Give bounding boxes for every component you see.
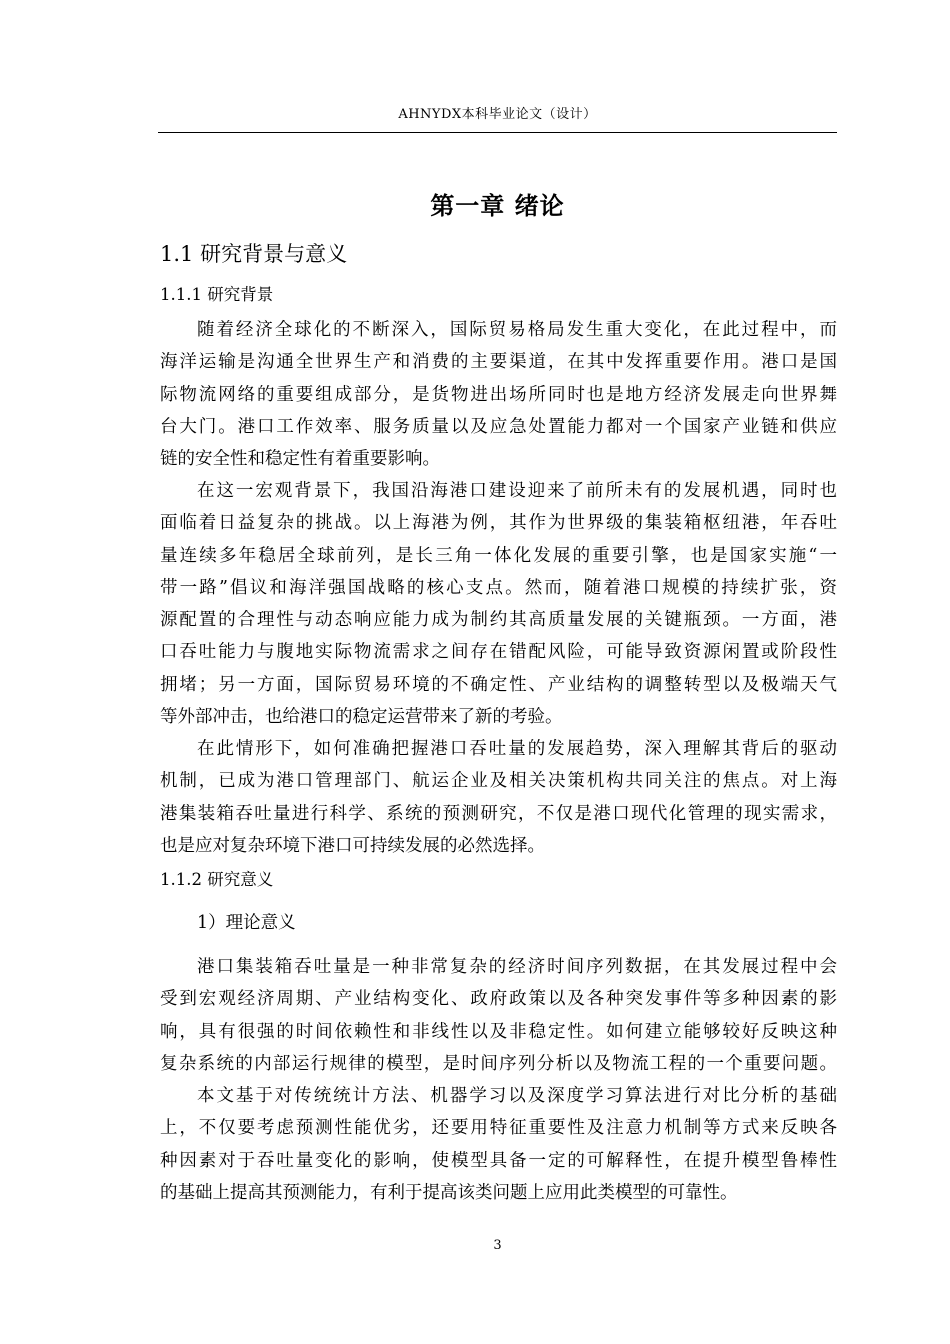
- text-line: 复杂系统的内部运行规律的模型，是时间序列分析以及物流工程的一个重要问题。: [160, 1053, 837, 1074]
- text-line: 源配置的合理性与动态响应能力成为制约其高质量发展的关键瓶颈。一方面，港: [160, 610, 837, 631]
- text-line: 际物流网络的重要组成部分，是货物进出场所同时也是地方经济发展走向世界舞: [160, 384, 837, 405]
- text-line: 量连续多年稳居全球前列，是长三角一体化发展的重要引擎，也是国家实施“一: [160, 545, 837, 566]
- paragraph-significance-1: [160, 951, 837, 1080]
- text-line: 拥堵；另一方面，国际贸易环境的不确定性、产业结构的调整转型以及极端天气: [160, 674, 837, 695]
- page-number: 3: [493, 1238, 502, 1253]
- text-line: 的基础上提高其预测能力，有利于提高该类问题上应用此类模型的可靠性。: [160, 1182, 738, 1203]
- list-item-theoretical-significance: 1）理论意义: [197, 913, 296, 933]
- text-line: 种因素对于吞吐量变化的影响，使模型具备一定的可解释性，在提升模型鲁棒性: [160, 1150, 837, 1171]
- text-line: 链的安全性和稳定性有着重要影响。: [160, 449, 440, 470]
- text-line: 受到宏观经济周期、产业结构变化、政府政策以及各种突发事件等多种因素的影: [160, 989, 837, 1010]
- text-line: 在这一宏观背景下，我国沿海港口建设迎来了前所未有的发展机遇，同时也: [197, 481, 837, 501]
- text-line: 海洋运输是沟通全世界生产和消费的主要渠道，在其中发挥重要作用。港口是国: [160, 352, 837, 373]
- section-heading-1-1-2: 1.1.2 研究意义: [160, 870, 274, 889]
- paragraph-significance-2: [160, 1080, 837, 1209]
- text-line: 随着经济全球化的不断深入，国际贸易格局发生重大变化，在此过程中，而: [197, 320, 837, 340]
- text-line: 港集装箱吞吐量进行科学、系统的预测研究，不仅是港口现代化管理的现实需求，: [160, 803, 837, 824]
- text-line: 本文基于对传统统计方法、机器学习以及深度学习算法进行对比分析的基础: [197, 1086, 837, 1106]
- text-line: 等外部冲击，也给港口的稳定运营带来了新的考验。: [160, 707, 563, 728]
- section-heading-1-1: 1.1 研究背景与意义: [160, 242, 348, 266]
- text-line: 上，不仅要考虑预测性能优劣，还要用特征重要性及注意力机制等方式来反映各: [160, 1118, 837, 1139]
- text-line: 也是应对复杂环境下港口可持续发展的必然选择。: [160, 835, 545, 856]
- text-line: 带一路”倡议和海洋强国战略的核心支点。然而，随着港口规模的持续扩张，资: [160, 577, 837, 598]
- header-divider: [158, 132, 837, 133]
- text-line: 面临着日益复杂的挑战。以上海港为例，其作为世界级的集装箱枢纽港，年吞吐: [160, 513, 837, 534]
- running-header: AHNYDX本科毕业论文（设计）: [398, 107, 597, 122]
- text-line: 响，具有很强的时间依赖性和非线性以及非稳定性。如何建立能够较好反映这种: [160, 1021, 837, 1042]
- text-line: 台大门。港口工作效率、服务质量以及应急处置能力都对一个国家产业链和供应: [160, 416, 837, 437]
- paragraph-background-2: [160, 475, 837, 733]
- text-line: 机制，已成为港口管理部门、航运企业及相关决策机构共同关注的焦点。对上海: [160, 771, 837, 792]
- section-heading-1-1-1: 1.1.1 研究背景: [160, 285, 274, 304]
- text-line: 港口集装箱吞吐量是一种非常复杂的经济时间序列数据，在其发展过程中会: [197, 957, 837, 977]
- chapter-title: 第一章 绪论: [430, 191, 565, 220]
- text-line: 口吞吐能力与腹地实际物流需求之间存在错配风险，可能导致资源闲置或阶段性: [160, 642, 837, 663]
- text-line: 在此情形下，如何准确把握港口吞吐量的发展趋势，深入理解其背后的驱动: [197, 739, 837, 759]
- paragraph-background-3: [160, 733, 837, 862]
- paragraph-background-1: [160, 314, 837, 475]
